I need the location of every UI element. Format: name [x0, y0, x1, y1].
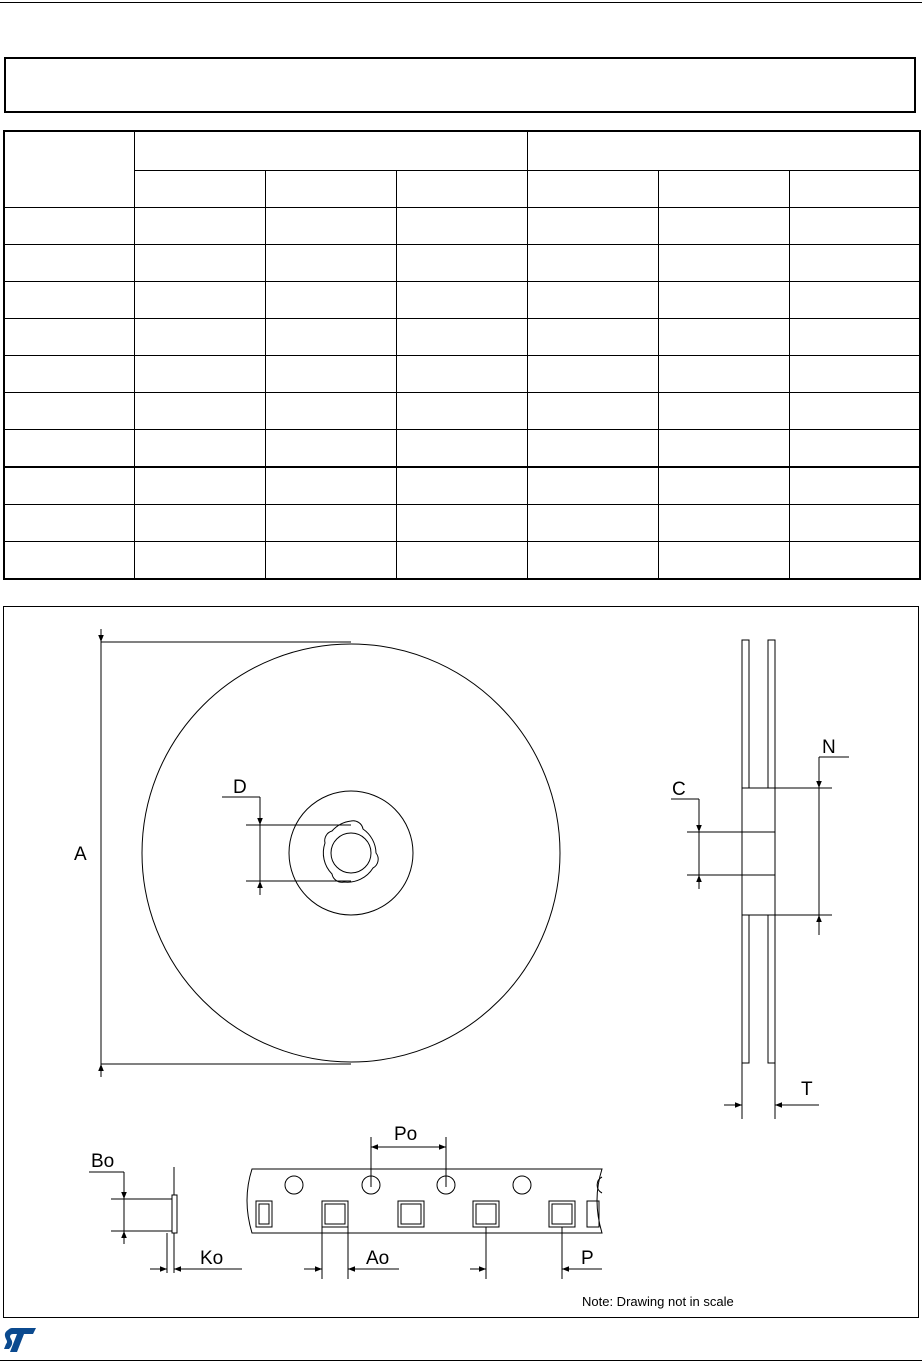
table-cell — [789, 356, 920, 393]
table-row — [4, 356, 920, 393]
table-cell — [265, 467, 396, 505]
table-cell — [396, 430, 527, 468]
table-cell — [789, 208, 920, 245]
label-c: C — [672, 779, 686, 800]
table-cell — [4, 208, 134, 245]
label-a: A — [74, 844, 87, 865]
table-header-cell — [4, 131, 134, 208]
footer-rule — [0, 1360, 922, 1361]
table-cell — [789, 505, 920, 542]
table-cell — [134, 356, 265, 393]
reel-hub-circle — [289, 791, 413, 915]
table-cell — [265, 208, 396, 245]
table-title-box — [4, 57, 916, 113]
table-cell — [134, 542, 265, 580]
label-p: P — [581, 1248, 594, 1269]
table-header-cell — [396, 171, 527, 208]
table-cell — [527, 208, 658, 245]
table-cell — [134, 208, 265, 245]
table-cell — [4, 505, 134, 542]
table-cell — [4, 430, 134, 468]
table-header-cell — [527, 171, 658, 208]
table-cell — [789, 542, 920, 580]
table-header-cell — [134, 131, 527, 171]
label-ao: Ao — [366, 1248, 390, 1269]
table-cell — [527, 467, 658, 505]
table-cell — [658, 467, 789, 505]
table-cell — [4, 356, 134, 393]
table-cell — [789, 467, 920, 505]
label-n: N — [822, 737, 836, 758]
table-row — [4, 245, 920, 282]
table-cell — [789, 282, 920, 319]
table-cell — [658, 282, 789, 319]
table-cell — [658, 542, 789, 580]
table-cell — [396, 319, 527, 356]
table-cell — [4, 542, 134, 580]
table-cell — [527, 393, 658, 430]
table-cell — [527, 356, 658, 393]
table-cell — [658, 393, 789, 430]
table-cell — [265, 542, 396, 580]
table-cell — [527, 505, 658, 542]
table-cell — [396, 245, 527, 282]
table-header-row — [4, 131, 920, 171]
reel-drawing-svg — [4, 607, 920, 1319]
table-cell — [4, 282, 134, 319]
table-cell — [265, 319, 396, 356]
table-cell — [527, 542, 658, 580]
table-cell — [658, 319, 789, 356]
table-cell — [134, 319, 265, 356]
table-cell — [789, 245, 920, 282]
table-row — [4, 505, 920, 542]
table-row — [4, 208, 920, 245]
table-cell — [134, 393, 265, 430]
table-cell — [4, 319, 134, 356]
table-header-cell — [789, 171, 920, 208]
st-logo-icon — [2, 1325, 38, 1355]
table-cell — [658, 505, 789, 542]
table-cell — [134, 505, 265, 542]
table-cell — [396, 356, 527, 393]
reel-drawing — [3, 606, 919, 1318]
drawing-note: Note: Drawing not in scale — [582, 1294, 734, 1309]
label-ko: Ko — [200, 1248, 224, 1269]
table-cell — [658, 245, 789, 282]
table-cell — [658, 208, 789, 245]
table-cell — [396, 282, 527, 319]
table-cell — [134, 282, 265, 319]
table-cell — [4, 393, 134, 430]
table-cell — [658, 356, 789, 393]
label-t: T — [801, 1079, 813, 1100]
table-row — [4, 467, 920, 505]
table-cell — [265, 356, 396, 393]
table-cell — [396, 505, 527, 542]
dimensions-table — [3, 130, 921, 580]
st-logo — [2, 1325, 38, 1360]
table-cell — [527, 282, 658, 319]
table-header-cell — [527, 131, 920, 171]
table-cell — [658, 430, 789, 468]
table-header-cell — [134, 171, 265, 208]
table-cell — [789, 319, 920, 356]
table-cell — [396, 393, 527, 430]
reel-arbor-inner — [331, 833, 371, 873]
table-cell — [265, 245, 396, 282]
table-cell — [527, 245, 658, 282]
table-cell — [789, 430, 920, 468]
table-cell — [396, 208, 527, 245]
table-cell — [527, 430, 658, 468]
table-cell — [789, 393, 920, 430]
table-header-cell — [658, 171, 789, 208]
table-cell — [134, 245, 265, 282]
table-cell — [265, 505, 396, 542]
header-rule — [0, 2, 922, 3]
label-po: Po — [394, 1124, 418, 1145]
table-cell — [4, 467, 134, 505]
table-row — [4, 430, 920, 468]
table-cell — [265, 282, 396, 319]
label-d: D — [233, 777, 247, 798]
table-row — [4, 393, 920, 430]
table-cell — [134, 467, 265, 505]
table-body — [4, 208, 920, 580]
table-cell — [134, 430, 265, 468]
table-row — [4, 542, 920, 580]
table-cell — [527, 319, 658, 356]
table-subheader-row — [4, 171, 920, 208]
table-cell — [265, 393, 396, 430]
table-row — [4, 282, 920, 319]
table-row — [4, 319, 920, 356]
table-cell — [396, 542, 527, 580]
table-cell — [4, 245, 134, 282]
table-cell — [265, 430, 396, 468]
reel-outer-circle — [142, 644, 560, 1062]
label-bo: Bo — [91, 1151, 115, 1172]
table-header-cell — [265, 171, 396, 208]
table-cell — [396, 467, 527, 505]
